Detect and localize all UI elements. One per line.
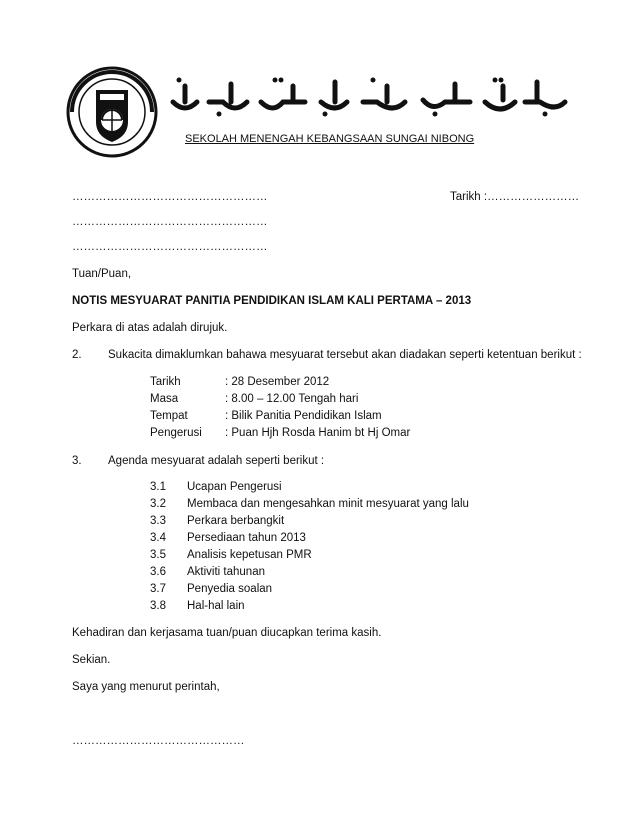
reference-line: Perkara di atas adalah dirujuk.: [72, 322, 228, 334]
school-crest-logo: [66, 66, 158, 158]
agenda-number: 3.2: [150, 498, 166, 510]
agenda-item: Penyedia soalan: [187, 583, 273, 595]
agenda-number: 3.4: [150, 532, 166, 544]
agenda-item: Perkara berbangkit: [187, 515, 285, 527]
detail-label: Pengerusi: [150, 427, 202, 439]
agenda-item: Persediaan tahun 2013: [187, 532, 306, 544]
agenda-item: Ucapan Pengerusi: [187, 481, 282, 493]
detail-value: : Bilik Panitia Pendidikan Islam: [225, 410, 382, 422]
closing-sekian: Sekian.: [72, 654, 111, 666]
detail-value: : Puan Hjh Rosda Hanim bt Hj Omar: [225, 427, 411, 439]
address-line-2: ……………………………………………: [72, 216, 268, 228]
para-2-text: Sukacita dimaklumkan bahawa mesyuarat tersebut akan diadakan seperti ketentuan berikut :: [108, 349, 582, 361]
detail-label: Tempat: [150, 410, 188, 422]
date-field: Tarikh :……………………: [450, 191, 580, 203]
signature-line: ………………………………………: [72, 735, 245, 747]
agenda-number: 3.7: [150, 583, 166, 595]
address-line-1: ……………………………………………: [72, 191, 268, 203]
agenda-number: 3.1: [150, 481, 166, 493]
para-2-number: 2.: [72, 349, 82, 361]
closing-saya: Saya yang menurut perintah,: [72, 681, 220, 693]
detail-label: Masa: [150, 393, 179, 405]
jawi-school-name: [165, 72, 577, 122]
detail-value: : 8.00 – 12.00 Tengah hari: [225, 393, 359, 405]
salutation: Tuan/Puan,: [72, 268, 132, 280]
detail-value: : 28 Desember 2012: [225, 376, 330, 388]
detail-label: Tarikh: [150, 376, 181, 388]
agenda-number: 3.8: [150, 600, 166, 612]
para-3-number: 3.: [72, 455, 82, 467]
school-name: SEKOLAH MENENGAH KEBANGSAAN SUNGAI NIBONG: [185, 133, 475, 145]
agenda-number: 3.6: [150, 566, 166, 578]
para-3-text: Agenda mesyuarat adalah seperti berikut :: [108, 455, 325, 467]
agenda-item: Membaca dan mengesahkan minit mesyuarat yang lalu: [187, 498, 469, 510]
letter-title: NOTIS MESYUARAT PANITIA PENDIDIKAN ISLAM KALI PERTAMA – 2013: [72, 295, 472, 307]
address-line-3: ……………………………………………: [72, 241, 268, 253]
agenda-item: Hal-hal lain: [187, 600, 245, 612]
agenda-number: 3.3: [150, 515, 166, 527]
agenda-number: 3.5: [150, 549, 166, 561]
agenda-item: Aktiviti tahunan: [187, 566, 265, 578]
agenda-item: Analisis kepetusan PMR: [187, 549, 312, 561]
closing-thanks: Kehadiran dan kerjasama tuan/puan diucapkan terima kasih.: [72, 627, 382, 639]
